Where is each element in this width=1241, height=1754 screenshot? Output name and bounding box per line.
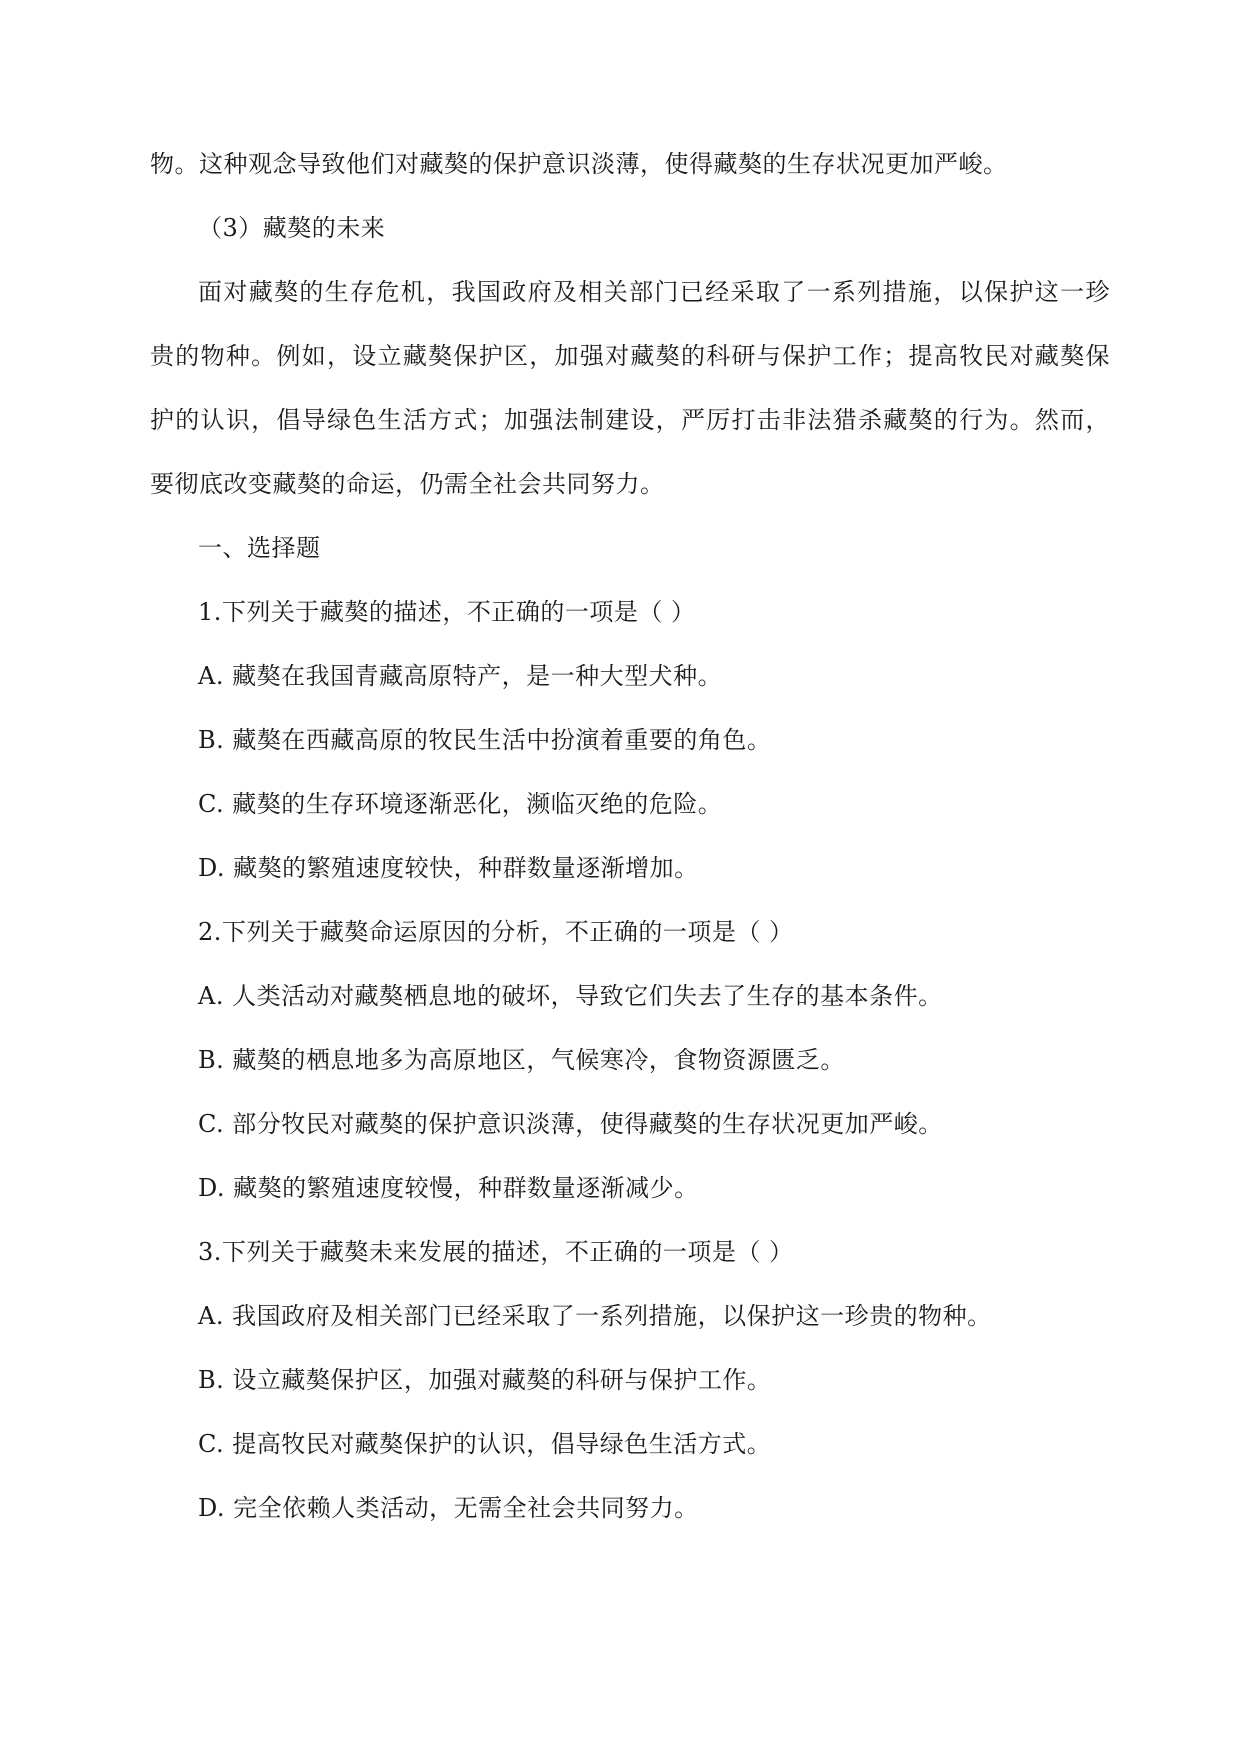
paragraph-line: 贵的物种。例如，设立藏獒保护区，加强对藏獒的科研与保护工作；提高牧民对藏獒保 [150,342,1110,370]
exercise-heading: 一、选择题 [198,534,321,562]
paragraph-line: 护的认识，倡导绿色生活方式；加强法制建设，严厉打击非法猎杀藏獒的行为。然而， [150,406,1110,434]
paragraph-line: 面对藏獒的生存危机，我国政府及相关部门已经采取了一系列措施，以保护这一珍 [198,278,1110,306]
question-stem: 3.下列关于藏獒未来发展的描述，不正确的一项是（ ） [198,1238,794,1266]
question-option: B. 设立藏獒保护区，加强对藏獒的科研与保护工作。 [198,1366,772,1394]
question-option: D. 完全依赖人类活动，无需全社会共同努力。 [198,1494,699,1522]
paragraph-line: 要彻底改变藏獒的命运，仍需全社会共同努力。 [150,470,665,498]
question-option: C. 藏獒的生存环境逐渐恶化，濒临灭绝的危险。 [198,790,723,818]
continuation-line: 物。这种观念导致他们对藏獒的保护意识淡薄，使得藏獒的生存状况更加严峻。 [150,150,1008,178]
question-stem: 2.下列关于藏獒命运原因的分析，不正确的一项是（ ） [198,918,794,946]
question-option: C. 部分牧民对藏獒的保护意识淡薄，使得藏獒的生存状况更加严峻。 [198,1110,943,1138]
question-option: A. 我国政府及相关部门已经采取了一系列措施，以保护这一珍贵的物种。 [198,1302,992,1330]
question-stem: 1.下列关于藏獒的描述，不正确的一项是（ ） [198,598,696,626]
question-option: D. 藏獒的繁殖速度较快，种群数量逐渐增加。 [198,854,699,882]
question-option: C. 提高牧民对藏獒保护的认识，倡导绿色生活方式。 [198,1430,772,1458]
question-option: D. 藏獒的繁殖速度较慢，种群数量逐渐减少。 [198,1174,699,1202]
section-heading: （3）藏獒的未来 [198,214,386,242]
question-option: B. 藏獒的栖息地多为高原地区，气候寒冷，食物资源匮乏。 [198,1046,845,1074]
question-option: B. 藏獒在西藏高原的牧民生活中扮演着重要的角色。 [198,726,772,754]
question-option: A. 藏獒在我国青藏高原特产，是一种大型犬种。 [198,662,723,690]
question-option: A. 人类活动对藏獒栖息地的破坏，导致它们失去了生存的基本条件。 [198,982,943,1010]
